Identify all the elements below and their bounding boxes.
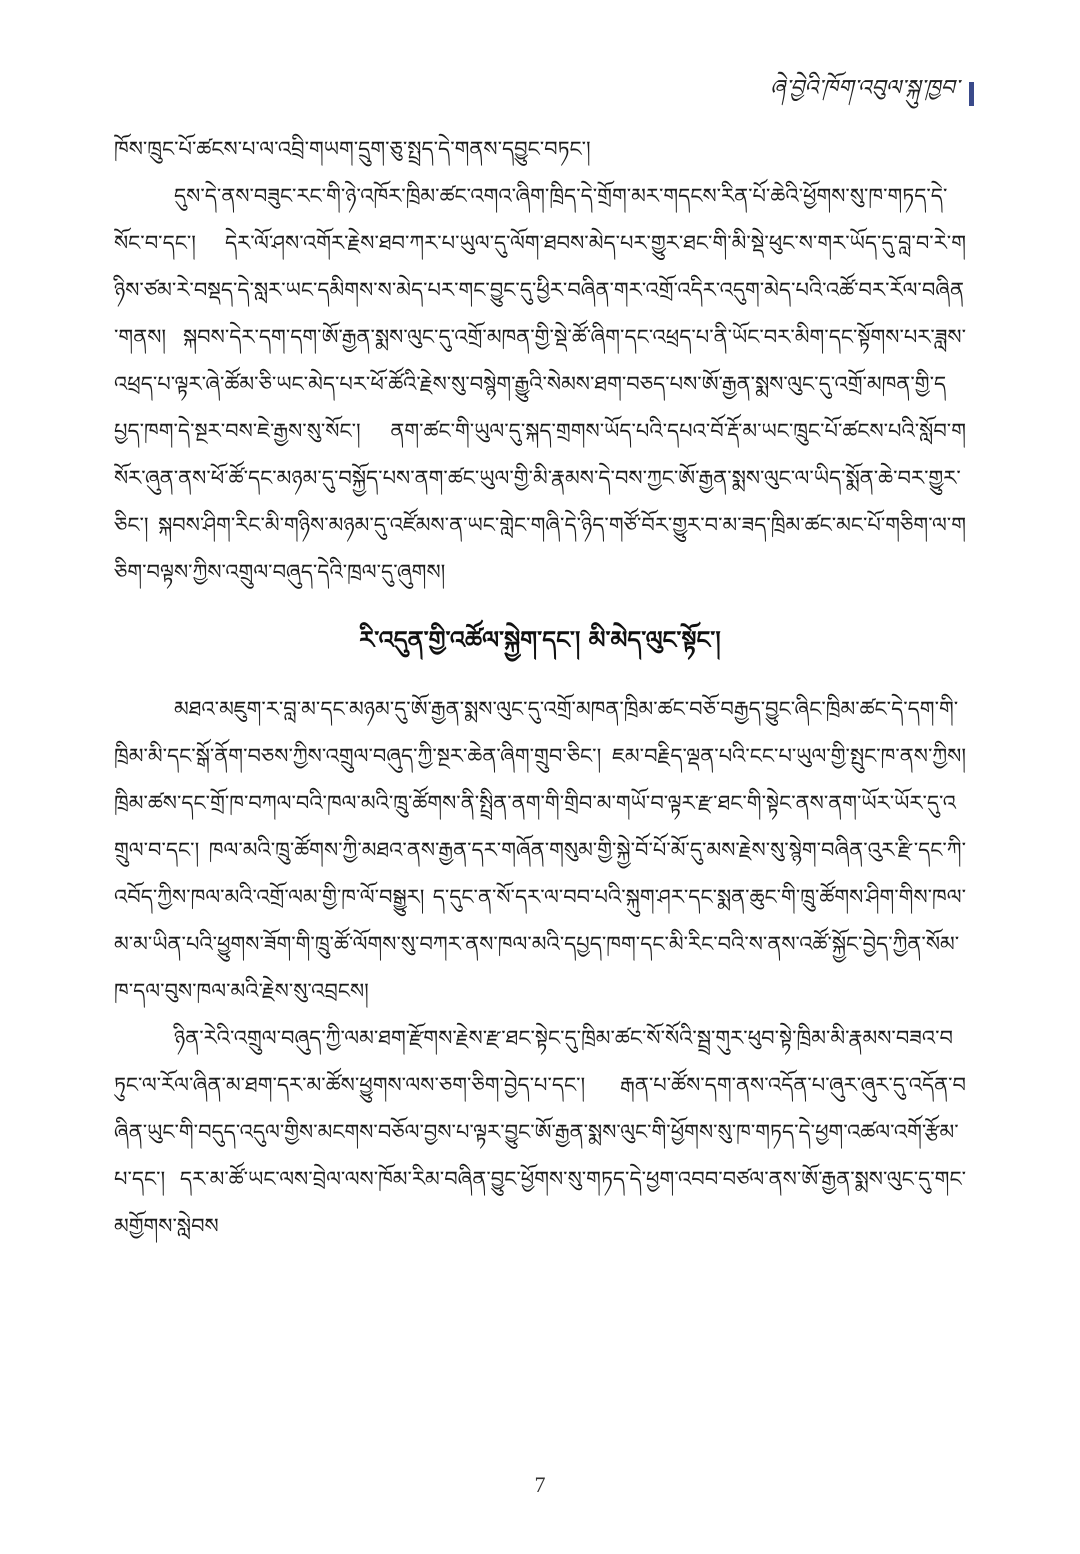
paragraph: ཉིན་རེའི་འགྲུལ་བཞུད་ཀྱི་ལམ་ཐག་རྫོགས་རྗེས་རྫ་ཐང་སྟེང་དུ་ཁྲིམ་ཚང་སོ་སོའི་སྦྲ་གུར་ཕུབ་སྟེ་ཁྲིམ་མི་རྣམས་བཟའ་བཏུང་ལ་རོལ་ཞིན་མ་ཐག་དར་མ་ཚོས་ཕྱུགས་ལས་ཅག་ཅིག་བྱེད་པ་དང་། རྒན་པ་ཚོས་དག་ནས་འདོན་པ་ཞུར་ཞུར་དུ་འདོན་བཞིན་ཡུང་གི་བདུད་འདུལ་གྱིས་མངགས་བཅོལ་བྱས་པ་ལྟར་བྱུང་ཨོ་རྒྱན་སྨས་ལུང་གི་ཕྱོགས་སུ་ཁ་གཏད་དེ་ཕྱག་འཚལ་འགོ་རྩོམ་པ་དང་། དར་མ་ཚོ་ཡང་ལས་བྲེལ་ལས་ཁོམ་རིམ་བཞིན་བྱུང་ཕྱོགས་སུ་གཏད་དེ་ཕྱག་འབབ་བཙལ་ནས་ཨོ་རྒྱན་སྨས་ལུང་དུ་གང་མགྱོགས་སླེབས (114, 1026, 966, 1238)
paragraph: དུས་དེ་ནས་བཟུང་རང་གི་ཉེ་འཁོར་ཁྲིམ་ཚང་འགའ་ཞིག་ཁྲིད་དེ་གྲོག་མར་གདངས་རིན་པོ་ཆེའི་ཕྱོགས་སུ་ཁ་གཏད་དེ་སོང་བ་དང་། དེར་ལོ་ཤས་འགོར་རྗེས་ཐབ་ཀར་པ་ཡུལ་དུ་ལོག་ཐབས་མེད་པར་གྱུར་ཐང་གི་མི་སྡེ་ཕུང་ས་གར་ཡོད་དུ་བླ་བ་རེ་གཉིས་ཙམ་རེ་བསྡད་དེ་སླར་ཡང་དམིགས་ས་མེད་པར་གང་བྱུང་དུ་ཕྱིར་བཞིན་གར་འགྲོ་འདིར་འདུག་མེད་པའི་འཚོ་བར་རོལ་བཞིན་གནས། སྐབས་དེར་དག་དག་ཨོ་རྒྱན་སྨས་ལུང་དུ་འགྲོ་མཁན་གྱི་སྡེ་ཚོ་ཞིག་དང་འཕྲད་པ་ནི་ཡོང་བར་མིག་དང་སྟོགས་པར་ཟླས་འཕྲད་པ་ལྟར་ཞེ་ཚོམ་ཅི་ཡང་མེད་པར་ཕོ་ཚོའི་རྗེས་སུ་བསྙེག་རྒྱུའི་སེམས་ཐག་བཅད་པས་ཨོ་རྒྱན་སྨས་ལུང་དུ་འགྲོ་མཁན་གྱི་དཔྱད་ཁག་དེ་སྔར་བས་ཇེ་རྒྱས་སུ་སོང་། ནག་ཚང་གི་ཡུལ་དུ་སྐད་གྲགས་ཡོད་པའི་དཔའ་བོ་རྡོ་མ་ཡང་ཁྲུང་པོ་ཚངས་པའི་སློབ་གསོར་ཞུན་ནས་ཕོ་ཚོ་དང་མཉམ་དུ་བསྐྱོད་པས་ནག་ཚང་ཡུལ་གྱི་མི་རྣམས་དེ་བས་ཀྱང་ཨོ་རྒྱན་སྨས་ལུང་ལ་ཡིད་སྨོན་ཆེ་བར་གྱུར་ཅིང་། སྐབས་ཤིག་རིང་མི་གཉིས་མཉམ་དུ་འཛོམས་ན་ཡང་གླེང་གཞི་དེ་ཉིད་གཙོ་བོར་གྱུར་བ་མ་ཟད་ཁྲིམ་ཚང་མང་པོ་གཅིག་ལ་གཅིག་བལྟས་ཀྱིས་འགྲུལ་བཞུད་དེའི་ཁྲལ་དུ་ཞུགས། (114, 184, 966, 584)
running-header (770, 74, 974, 114)
header-accent-bar (969, 82, 974, 106)
section-heading: རི་འདུན་གྱི་འཚོལ་སྐྱེག་དང་། མི་མེད་ལུང་སྟོང་། (359, 625, 721, 654)
page-number: 7 (534, 1472, 546, 1497)
header-title: ཞེ་བྱེའི་ཁོག་འབུལ་སྐུ་ཁྱབ་ (769, 76, 959, 101)
paragraph: མཐའ་མཇུག་ར་བླ་མ་དང་མཉམ་དུ་ཨོ་རྒྱན་སྨས་ལུང་དུ་འགྲོ་མཁན་ཁྲིམ་ཚང་བཅོ་བརྒྱད་བྱུང་ཞིང་ཁྲིམ་ཚང་དེ་དག་གི་ཁྲིམ་མི་དང་སྒོ་ནོག་བཅས་ཀྱིས་འགྲུལ་བཞུད་ཀྱི་སྔར་ཆེན་ཞིག་གྲུབ་ཅིང་། ཇམ་བརྗིད་ལྡན་པའི་ངང་པ་ཡུལ་གྱི་སྤུང་ཁ་ནས་ཀྱིས། ཁྲིམ་ཚས་དང་གྲོ་ཁ་བཀལ་བའི་ཁལ་མའི་ཁྲུ་ཚོགས་ནི་སྤྲིན་ནག་གི་གྲིབ་མ་གཡོ་བ་ལྟར་རྫ་ཐང་གི་སྟེང་ནས་ནག་ཡོར་ཡོར་དུ་འགྲུལ་བ་དང་། ཁལ་མའི་ཁྲུ་ཚོགས་ཀྱི་མཐའ་ནས་རྒྱན་དར་གཞོན་གསུམ་གྱི་སྐྱེ་བོ་པོ་མོ་དུ་མས་རྗེས་སུ་སྙེག་བཞིན་འུར་རྫི་དང་ཀི་འབོད་ཀྱིས་ཁལ་མའི་འགྲོ་ལམ་གྱི་ཁ་ལོ་བསྒྱུར། ད་དུང་ན་སོ་དར་ལ་བབ་པའི་སྐུག་ཤར་དང་སྨན་ཆུང་གི་ཁྲུ་ཚོགས་ཤིག་གིས་ཁལ་མ་མ་ཡིན་པའི་ཕྱུགས་ཟོག་གི་ཁྲུ་ཚོ་ལོགས་སུ་བཀར་ནས་ཁལ་མའི་དཔྱད་ཁག་དང་མི་རིང་བའི་ས་ནས་འཚོ་སྐྱོང་བྱེད་ཀྱིན་སོམ་ཁ་དལ་བུས་ཁལ་མའི་རྗེས་སུ་འབྲངས། (114, 697, 966, 1003)
body-text (114, 126, 966, 1250)
paragraph: ཁོས་ཁྲུང་པོ་ཚངས་པ་ལ་འབྲི་གཡག་དྲུག་ཅུ་སྤྲད་དེ་གནས་དབྱུང་བཏང་། (114, 137, 591, 161)
